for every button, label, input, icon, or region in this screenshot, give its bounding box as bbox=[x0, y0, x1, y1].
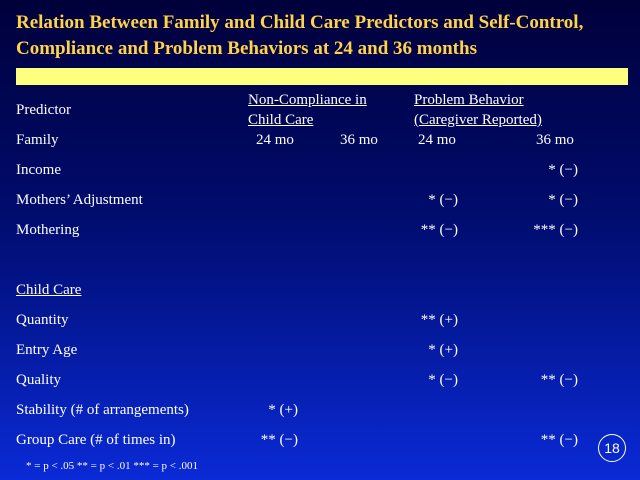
cell-mothering-pb36: *** (−) bbox=[533, 222, 578, 238]
cell-quality-pb24: * (−) bbox=[428, 372, 458, 388]
title-line-2: Compliance and Problem Behaviors at 24 and 36 months bbox=[16, 38, 477, 59]
row-label-mothering: Mothering bbox=[16, 222, 80, 238]
cell-group-care-nc24: ** (−) bbox=[260, 432, 298, 448]
title-line-1: Relation Between Family and Child Care Predictors and Self-Control, bbox=[16, 12, 584, 33]
family-label: Family bbox=[16, 132, 59, 148]
title-rule bbox=[16, 68, 628, 85]
row-label-quantity: Quantity bbox=[16, 312, 69, 328]
slide-number-badge: 18 bbox=[598, 434, 626, 462]
nc-24mo-header: 24 mo bbox=[256, 132, 294, 148]
significance-footnote: * = p < .05 ** = p < .01 *** = p < .001 bbox=[26, 460, 198, 472]
row-label-group-care: Group Care (# of times in) bbox=[16, 432, 176, 448]
cell-mothers-adjustment-pb36: * (−) bbox=[548, 192, 578, 208]
row-label-income: Income bbox=[16, 162, 61, 178]
nc-36mo-header: 36 mo bbox=[340, 132, 378, 148]
cell-group-care-pb36: ** (−) bbox=[540, 432, 578, 448]
cell-mothering-pb24: ** (−) bbox=[420, 222, 458, 238]
cell-mothers-adjustment-pb24: * (−) bbox=[428, 192, 458, 208]
slide-title bbox=[16, 10, 626, 62]
cell-stability-nc24: * (+) bbox=[268, 402, 298, 418]
problem-behavior-header-line1: Problem Behavior bbox=[414, 92, 524, 108]
problem-behavior-header-line2: (Caregiver Reported) bbox=[414, 112, 542, 128]
child-care-section-label: Child Care bbox=[16, 282, 82, 298]
cell-quality-pb36: ** (−) bbox=[540, 372, 578, 388]
predictor-header: Predictor bbox=[16, 102, 71, 118]
cell-income-pb36: * (−) bbox=[548, 162, 578, 178]
row-label-mothers-adjustment: Mothers’ Adjustment bbox=[16, 192, 143, 208]
noncompliance-header-line1: Non-Compliance in bbox=[248, 92, 367, 108]
noncompliance-header-line2: Child Care bbox=[248, 112, 314, 128]
row-label-entry-age: Entry Age bbox=[16, 342, 78, 358]
pb-36mo-header: 36 mo bbox=[536, 132, 574, 148]
cell-entry-age-pb24: * (+) bbox=[428, 342, 458, 358]
row-label-quality: Quality bbox=[16, 372, 61, 388]
pb-24mo-header: 24 mo bbox=[418, 132, 456, 148]
row-label-stability: Stability (# of arrangements) bbox=[16, 402, 189, 418]
cell-quantity-pb24: ** (+) bbox=[420, 312, 458, 328]
